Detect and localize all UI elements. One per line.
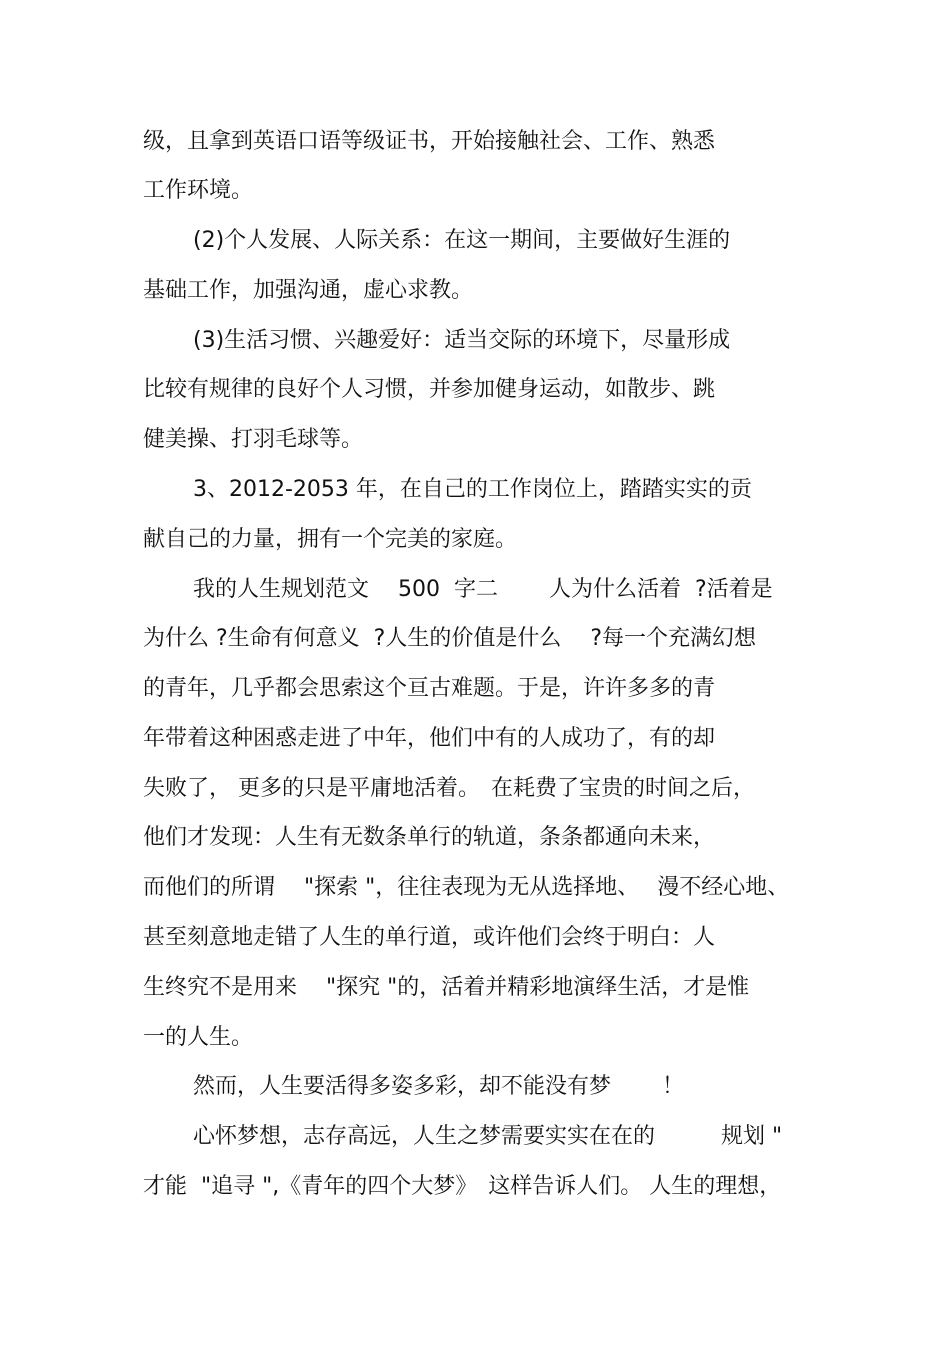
text-line: 年带着这种困惑走进了中年，他们中有的人成功了，有的却: [143, 726, 716, 751]
text-line: 健美操、打羽毛球等。: [143, 427, 364, 452]
text-line: 生终究不是用来 "探究 "的，活着并精彩地演绎生活，才是惟: [143, 975, 750, 1000]
text-line: 基础工作，加强沟通，虚心求教。: [143, 278, 474, 303]
text-line: 他们才发现：人生有无数条单行的轨道，条条都通向未来，: [143, 825, 716, 850]
text-line: 然而，人生要活得多姿多彩，却不能没有梦 ！: [193, 1074, 684, 1099]
text-line: 一的人生。: [143, 1025, 254, 1050]
text-line: 的青年，几乎都会思索这个亘古难题。于是，许许多多的青: [143, 676, 716, 701]
text-line: 比较有规律的良好个人习惯，并参加健身运动，如散步、跳: [143, 377, 716, 402]
text-line: (2)个人发展、人际关系：在这一期间，主要做好生涯的: [193, 228, 731, 253]
text-line: 才能 "追寻 ",《青年的四个大梦》 这样告诉人们。 人生的理想，: [143, 1174, 782, 1199]
text-line: (3)生活习惯、兴趣爱好：适当交际的环境下，尽量形成: [193, 328, 731, 353]
text-line: 而他们的所谓 "探索 "，往往表现为无从选择地、 漫不经心地、: [143, 875, 790, 900]
text-line: 工作环境。: [143, 178, 254, 203]
text-line: 我的人生规划范文 500 字二 人为什么活着 ?活着是: [193, 577, 773, 602]
text-line: 为什么 ?生命有何意义 ?人生的价值是什么 ?每一个充满幻想: [143, 626, 757, 651]
text-line: 失败了， 更多的只是平庸地活着。 在耗费了宝贵的时间之后，: [143, 776, 755, 801]
text-line: 献自己的力量，拥有一个完美的家庭。: [143, 527, 518, 552]
text-line: 3、2012-2053 年，在自己的工作岗位上，踏踏实实的贡: [193, 477, 752, 502]
text-line: 级，且拿到英语口语等级证书，开始接触社会、工作、熟悉: [143, 129, 716, 154]
text-line: 心怀梦想，志存高远，人生之梦需要实实在在的 规划 ": [193, 1124, 783, 1149]
text-line: 甚至刻意地走错了人生的单行道，或许他们会终于明白：人: [143, 925, 716, 950]
